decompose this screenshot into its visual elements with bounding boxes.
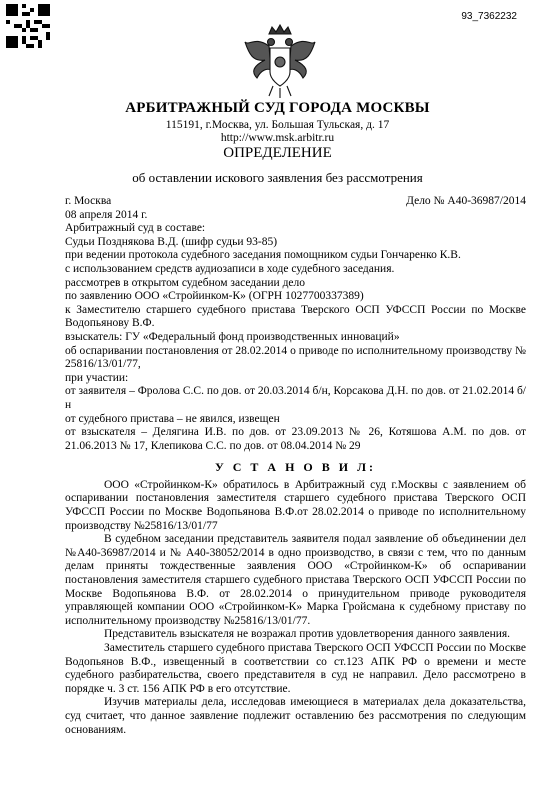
- court-name: АРБИТРАЖНЫЙ СУД ГОРОДА МОСКВЫ: [125, 100, 430, 116]
- decision-date: 08 апреля 2014 г.: [65, 208, 148, 221]
- participation-label: при участии:: [65, 371, 129, 384]
- document-body: [65, 195, 526, 737]
- paragraph: В судебном заседании представитель заявителя подал заявление об объединении дел №А40-36987/2014 и № А40-38052/2014 в одно производство, в связи с тем, что по данным делам приняты тождественные заявления ООО «Стройинком-К» об оспаривании постановления заместителя старшего судебного пристава Тверского ОСП УФССП России по Москве Водопьянова В.Ф. от 28.02.2014 о принудительном приводе руководителя управляющей компании ООО «Стройинком-К» Марка Гройсмана к судебному приставу по исполнительному производству №25816/13/01/77.: [65, 533, 526, 627]
- bailiff-representative: от судебного пристава – не явился, извещен: [65, 412, 280, 425]
- applicant-representatives: от заявителя – Фролова С.С. по дов. от 20.03.2014 б/н, Корсакова Д.Н. по дов. от 21.02.2014 б/н: [65, 385, 526, 411]
- city: г. Москва: [65, 195, 112, 207]
- court-address: 115191, г.Москва, ул. Большая Тульская, д. 17: [165, 119, 390, 131]
- case-number: Дело № А40-36987/2014: [406, 195, 526, 207]
- qr-code: [6, 4, 50, 48]
- creditor-representatives: от взыскателя – Делягина И.В. по дов. от 23.09.2013 № 26, Котяшова А.М. по дов. от 21.06.2013 № 17, Клепикова С.С. по дов. от 08.04.2014 № 29: [65, 426, 526, 452]
- intro-line: Арбитражный суд в составе:: [65, 222, 206, 235]
- section-heading: У С Т А Н О В И Л:: [214, 460, 377, 475]
- claimant-text: взыскатель: ГУ «Федеральный фонд производственных инноваций»: [65, 330, 400, 343]
- city-case-row: [65, 195, 526, 209]
- intro-line: Судьи Позднякова В.Д. (шифр судьи 93-85): [65, 235, 278, 248]
- intro-line: рассмотрев в открытом судебном заседании дело: [65, 276, 306, 289]
- paragraph: Заместитель старшего судебного пристава Тверского ОСП УФССП России по Москве Водопьянов В.Ф., извещенный в соответствии со ст.123 АПК РФ о времени и месте судебного разбирательства, своего представителя в суд не направил. Дело рассмотрено в порядке ч. 3 ст. 156 АПК РФ в его отсутствие.: [65, 642, 526, 695]
- document-subject: об оставлении искового заявления без рассмотрения: [132, 170, 423, 185]
- document-id: 93_7362232: [461, 11, 517, 22]
- respondent-text: к Заместителю старшего судебного пристава Тверского ОСП УФССП России по Москве Водопьянову В.Ф.: [65, 303, 526, 330]
- challenge-text: об оспаривании постановления от 28.02.2014 о приводе по исполнительному производству № 25816/13/01/77,: [65, 344, 526, 371]
- intro-line: при ведении протокола судебного заседания помощником судьи Гончаренко К.В.: [65, 249, 461, 262]
- coat-of-arms-emblem: [243, 24, 317, 100]
- paragraph: Представитель взыскателя не возражал против удовлетворения данного заявления.: [104, 628, 511, 641]
- document-type: ОПРЕДЕЛЕНИЕ: [223, 145, 332, 161]
- paragraph: Изучив материалы дела, исследовав имеющиеся в материалах дела доказательства, суд считает, что данное заявление подлежит оставлению без рассмотрения по следующим основаниям.: [65, 696, 526, 736]
- court-website: http://www.msk.arbitr.ru: [220, 132, 335, 144]
- intro-line: с использованием средств аудиозаписи в ходе судебного заседания.: [65, 262, 395, 275]
- paragraph: ООО «Стройинком-К» обратилось в Арбитражный суд г.Москвы с заявлением об оспаривании постановления заместителя старшего судебного пристава Тверского ОСП УФССП России по Москве Водопьянова В.Ф.от 28.02.2014 о приводе по исполнительному производству №25816/13/01/77: [65, 478, 526, 532]
- intro-line: по заявлению ООО «Стройинком-К» (ОГРН 1027700337389): [65, 290, 364, 303]
